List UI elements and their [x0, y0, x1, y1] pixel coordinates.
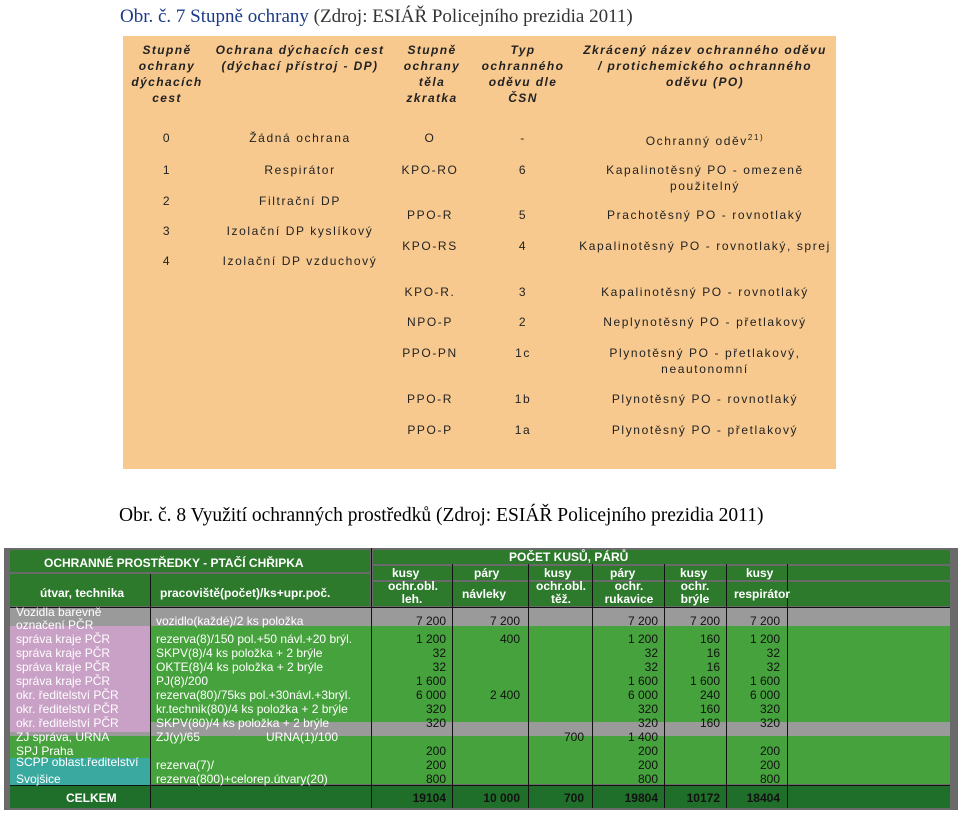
resp-name: Respirátor — [264, 163, 336, 177]
row-unit: okr. ředitelství PČR — [16, 688, 119, 702]
row-value: 7 200 — [749, 614, 780, 628]
figure-8-caption: Obr. č. 8 Využití ochranných prostředků (Zdroj: ESIÁŘ Policejního prezidia 2011) — [119, 505, 764, 526]
body-abbr: PPO-P — [407, 423, 453, 437]
row-value: 2 400 — [489, 688, 520, 702]
row-value: 160 — [699, 716, 720, 730]
total-label: CELKEM — [66, 791, 117, 805]
item-label: ochr. brýle — [680, 579, 710, 606]
unit-label: páry — [610, 566, 636, 580]
unit-label: kusy — [544, 566, 572, 580]
row-value: 32 — [432, 660, 446, 674]
row-place: rezerva(7)/ — [156, 758, 215, 772]
row-value: 320 — [425, 702, 446, 716]
suit-name: Plynotěsný PO - rovnotlaký — [611, 392, 799, 406]
grid-line — [150, 574, 151, 808]
suit-name: Kapalinotěsný PO - rovnotlaký — [601, 285, 809, 299]
suit-type: 5 — [518, 208, 528, 222]
row-value: 320 — [425, 716, 446, 730]
row-value: 240 — [699, 688, 720, 702]
suit-name: Kapalinotěsný PO - omezeně použitelný — [606, 163, 804, 193]
grid-line — [592, 564, 593, 808]
row-value: 700 — [563, 730, 584, 744]
figure-7-caption-prefix: Obr. č. 7 Stupně ochrany — [120, 6, 309, 27]
grid-line — [528, 564, 529, 808]
row-value: 32 — [432, 646, 446, 660]
row-value: 200 — [637, 758, 658, 772]
row-value: 32 — [644, 646, 658, 660]
row-place: rezerva(80)/75ks pol.+30návl.+3brýl. — [156, 688, 351, 702]
header-suit-name: Zkrácený název ochranného oděvu / protichemického ochranného oděvu (PO) — [583, 43, 827, 89]
resp-level: 1 — [162, 163, 172, 177]
row-unit: správa kraje PČR — [16, 660, 111, 674]
row-value: 32 — [766, 660, 780, 674]
row-unit: SPJ Praha — [16, 744, 74, 758]
row-place: SKPV(8)/4 ks položka + 2 brýle — [156, 646, 323, 660]
row-value: 1 600 — [689, 674, 720, 688]
total-value: 19104 — [412, 791, 446, 805]
row-place: kr.technik(80)/4 ks položka + 2 brýle — [156, 702, 348, 716]
unit-label: kusy — [746, 566, 774, 580]
row-value: 200 — [425, 744, 446, 758]
grid-line — [726, 564, 727, 808]
suit-name: Neplynotěsný PO - přetlakový — [603, 315, 807, 329]
column-unit-header: útvar, technika — [40, 586, 125, 600]
row-value: 6 000 — [627, 688, 658, 702]
suit-name: Prachotěsný PO - rovnotlaký — [607, 208, 803, 222]
row-value: 7 200 — [415, 614, 446, 628]
body-abbr: KPO-RS — [402, 239, 458, 253]
resp-level: 2 — [162, 194, 172, 208]
row-place: SKPV(80)/4 ks položka + 2 brýle — [156, 716, 330, 730]
unit-label: kusy — [392, 566, 420, 580]
row-unit: Svojšice — [16, 772, 61, 786]
row-value: 7 200 — [627, 614, 658, 628]
row-value: 320 — [637, 716, 658, 730]
suit-type: 2 — [518, 315, 528, 329]
figure-7-caption-source: (Zdroj: ESIÁŘ Policejního prezidia 2011) — [308, 6, 633, 27]
item-label: respirátor — [734, 587, 791, 601]
row-value: 16 — [706, 646, 720, 660]
resp-name: Filtrační DP — [259, 194, 341, 208]
row-band — [10, 722, 950, 736]
row-value: 1 600 — [415, 674, 446, 688]
row-unit: správa kraje PČR — [16, 632, 111, 646]
row-value: 160 — [699, 702, 720, 716]
header-suit-type: Typ ochranného oděvu dle ČSN — [481, 43, 565, 105]
suit-name: Plynotěsný PO - přetlakový, neautonomní — [609, 346, 801, 376]
row-value: 1 600 — [749, 674, 780, 688]
row-value: 320 — [759, 702, 780, 716]
table-title: OCHRANNÉ PROSTŘEDKY - PTAČÍ CHŘIPKA — [44, 556, 304, 570]
row-place: OKTE(8)/4 ks položka + 2 brýle — [156, 660, 324, 674]
item-label: ochr.obl. těž. — [535, 579, 586, 606]
suit-type: - — [520, 131, 526, 145]
row-place: rezerva(8)/150 pol.+50 návl.+20 brýl. — [156, 632, 353, 646]
row-value: 7 200 — [689, 614, 720, 628]
row-unit: ZJ správa, URNA — [16, 730, 110, 744]
suit-type: 1b — [514, 392, 532, 406]
count-header-cell — [373, 550, 950, 564]
resp-level: 3 — [162, 224, 172, 238]
row-value: 320 — [637, 702, 658, 716]
protective-equipment-table — [4, 548, 958, 810]
row-value: 1 200 — [415, 632, 446, 646]
figure-7-caption — [120, 6, 633, 28]
row-value: 200 — [759, 758, 780, 772]
header-respiratory-level: Stupně ochrany dýchacích cest — [131, 43, 203, 105]
body-abbr: PPO-PN — [402, 346, 458, 360]
total-value: 10 000 — [483, 791, 520, 805]
row-unit: Vozidla barevně označení PČR — [16, 605, 102, 632]
row-value: 1 600 — [627, 674, 658, 688]
item-label: návleky — [462, 587, 507, 601]
item-label: ochr.obl. leh. — [388, 579, 439, 606]
body-abbr: O — [424, 131, 436, 145]
body-abbr: KPO-R. — [404, 285, 456, 299]
count-header: POČET KUSŮ, PÁRŮ — [509, 550, 629, 564]
resp-level: 4 — [162, 254, 172, 268]
row-value: 800 — [637, 772, 658, 786]
row-value: 6 000 — [749, 688, 780, 702]
column-place-header: pracoviště(počet)/ks+upr.poč. — [160, 586, 331, 600]
header-respiratory-protection: Ochrana dýchacích cest (dýchací přístroj - DP) — [215, 43, 385, 73]
row-value: 32 — [766, 646, 780, 660]
header-body-level: Stupně ochrany těla zkratka — [403, 43, 461, 105]
row-value: 7 200 — [489, 614, 520, 628]
suit-name: Plynotěsný PO - přetlakový — [611, 423, 799, 437]
suit-name: Kapalinotěsný PO - rovnotlaký, sprej — [579, 239, 831, 253]
total-value: 700 — [563, 791, 584, 805]
resp-name: Izolační DP kyslíkový — [226, 224, 374, 238]
body-abbr: KPO-RO — [401, 163, 459, 177]
row-unit: SCPP oblast.ředitelství — [16, 755, 139, 769]
row-value: 6 000 — [415, 688, 446, 702]
suit-name-text: Ochranný oděv — [645, 134, 748, 148]
resp-name: Izolační DP vzduchový — [222, 254, 378, 268]
grid-line — [664, 564, 665, 808]
row-value: 32 — [644, 660, 658, 674]
suit-type: 6 — [518, 163, 528, 177]
grid-line — [452, 564, 453, 808]
row-unit: správa kraje PČR — [16, 646, 111, 660]
row-value: 160 — [699, 632, 720, 646]
row-place: rezerva(800)+celorep.útvary(20) — [156, 772, 328, 786]
suit-type: 1a — [514, 423, 532, 437]
suit-type: 1c — [515, 346, 531, 360]
row-value: 1 400 — [627, 730, 658, 744]
body-abbr: PPO-R — [406, 208, 453, 222]
row-value: 1 200 — [627, 632, 658, 646]
unit-header-cell — [373, 566, 950, 580]
body-abbr: NPO-P — [406, 315, 453, 329]
suit-type: 4 — [518, 239, 528, 253]
row-value: 200 — [425, 758, 446, 772]
row-value: 1 200 — [749, 632, 780, 646]
unit-label: kusy — [680, 566, 708, 580]
row-place: ZJ(y)/65 — [156, 730, 201, 744]
suit-name — [579, 130, 831, 149]
row-value: 800 — [759, 772, 780, 786]
item-label: ochr. rukavice — [604, 579, 654, 606]
total-value: 19804 — [624, 791, 658, 805]
grid-line — [371, 548, 372, 808]
row-unit: okr. ředitelství PČR — [16, 716, 119, 730]
row-unit: správa kraje PČR — [16, 674, 111, 688]
row-value: 400 — [499, 632, 520, 646]
resp-name: Žádná ochrana — [249, 131, 351, 145]
row-value: 800 — [425, 772, 446, 786]
row-value: 200 — [637, 744, 658, 758]
grid-line — [10, 607, 950, 608]
row-place: PJ(8)/200 — [156, 674, 209, 688]
footnote-ref: 21) — [747, 133, 765, 142]
row-unit: okr. ředitelství PČR — [16, 702, 119, 716]
grid-line — [10, 785, 950, 786]
protection-levels-table — [123, 36, 836, 469]
unit-label: páry — [474, 566, 500, 580]
row-place-secondary: URNA(1)/100 — [266, 730, 339, 744]
suit-type: 3 — [518, 285, 528, 299]
body-abbr: PPO-R — [406, 392, 453, 406]
row-place: vozidlo(každé)/2 ks položka — [156, 614, 304, 628]
row-value: 16 — [706, 660, 720, 674]
resp-level: 0 — [162, 131, 172, 145]
total-value: 18404 — [746, 791, 780, 805]
total-value: 10172 — [686, 791, 720, 805]
row-value: 320 — [759, 716, 780, 730]
row-value: 200 — [759, 744, 780, 758]
